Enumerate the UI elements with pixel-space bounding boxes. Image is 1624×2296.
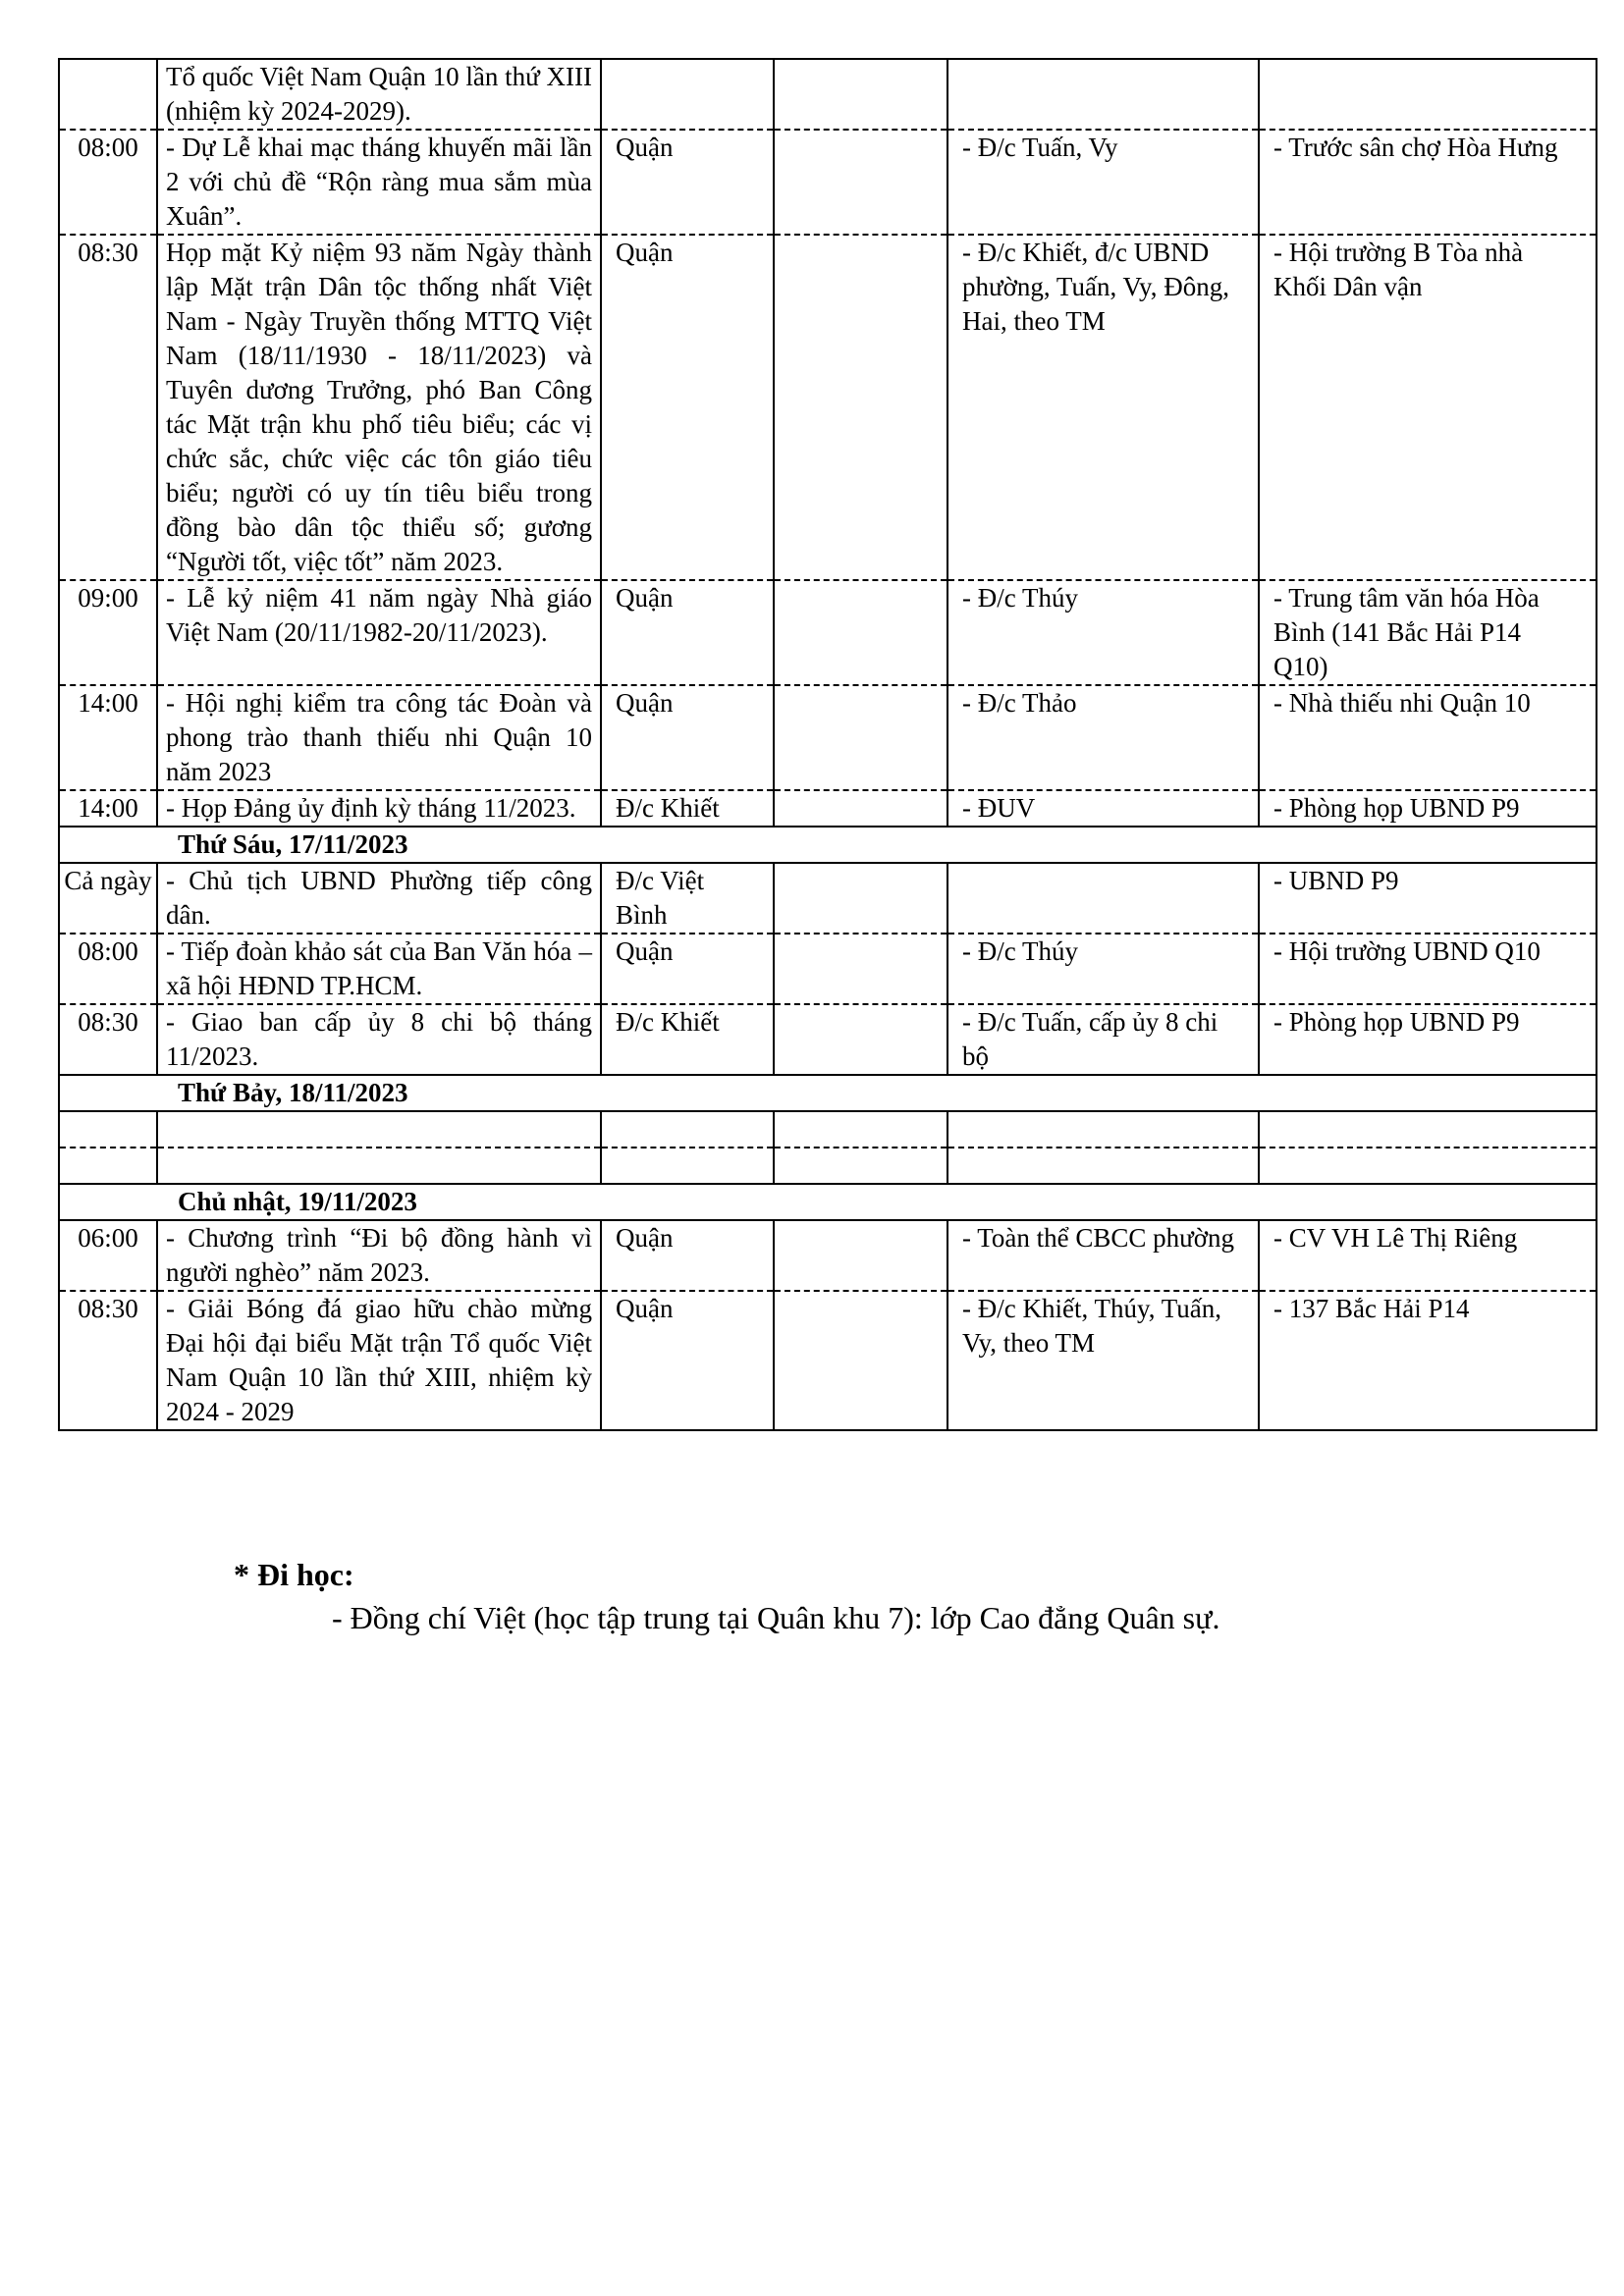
prep-cell <box>774 934 947 1004</box>
empty-cell <box>1259 1111 1597 1148</box>
table-row <box>59 1220 1597 1291</box>
study-note-title: * Đi học: <box>234 1557 354 1592</box>
prep-cell <box>774 130 947 235</box>
attendees-cell: - Đ/c Thúy <box>947 934 1259 1004</box>
empty-cell <box>59 1148 157 1184</box>
time-cell: 08:30 <box>59 1291 157 1430</box>
study-note-item: - Đồng chí Việt (học tập trung tại Quân khu 7): lớp Cao đẳng Quân sự. <box>332 1600 1220 1635</box>
content-cell: - Giao ban cấp ủy 8 chi bộ tháng 11/2023. <box>157 1004 601 1075</box>
day-header: Chủ nhật, 19/11/2023 <box>59 1184 1597 1220</box>
attendees-cell: - Đ/c Thảo <box>947 685 1259 790</box>
attendees-cell: - Đ/c Thúy <box>947 580 1259 685</box>
prep-cell <box>774 580 947 685</box>
empty-cell <box>59 1111 157 1148</box>
empty-cell <box>1259 1148 1597 1184</box>
empty-cell <box>774 1148 947 1184</box>
day-header-row <box>59 1184 1597 1220</box>
location-cell: - Trước sân chợ Hòa Hưng <box>1259 130 1597 235</box>
attendees-cell: - Đ/c Khiết, đ/c UBND phường, Tuấn, Vy, Đông, Hai, theo TM <box>947 235 1259 580</box>
time-cell <box>59 59 157 130</box>
prep-cell <box>774 1220 947 1291</box>
attendees-cell: - Toàn thể CBCC phường <box>947 1220 1259 1291</box>
host-cell: Đ/c Khiết <box>601 1004 774 1075</box>
prep-cell <box>774 790 947 827</box>
prep-cell <box>774 235 947 580</box>
time-cell: 08:30 <box>59 1004 157 1075</box>
prep-cell <box>774 1004 947 1075</box>
day-header: Thứ Bảy, 18/11/2023 <box>59 1075 1597 1111</box>
empty-cell <box>601 1111 774 1148</box>
location-cell: - CV VH Lê Thị Riêng <box>1259 1220 1597 1291</box>
host-cell <box>601 59 774 130</box>
time-cell: 09:00 <box>59 580 157 685</box>
location-cell: - Trung tâm văn hóa Hòa Bình (141 Bắc Hải P14 Q10) <box>1259 580 1597 685</box>
host-cell: Quận <box>601 1220 774 1291</box>
table-row <box>59 863 1597 934</box>
host-cell: Đ/c Khiết <box>601 790 774 827</box>
empty-cell <box>157 1148 601 1184</box>
table-row <box>59 790 1597 827</box>
empty-cell <box>947 1148 1259 1184</box>
table-row <box>59 580 1597 685</box>
location-cell: - Hội trường B Tòa nhà Khối Dân vận <box>1259 235 1597 580</box>
content-cell: - Họp Đảng ủy định kỳ tháng 11/2023. <box>157 790 601 827</box>
attendees-cell: - Đ/c Tuấn, cấp ủy 8 chi bộ <box>947 1004 1259 1075</box>
time-cell: 08:30 <box>59 235 157 580</box>
host-cell: Quận <box>601 1291 774 1430</box>
content-cell: - Chương trình “Đi bộ đồng hành vì người nghèo” năm 2023. <box>157 1220 601 1291</box>
attendees-cell: - ĐUV <box>947 790 1259 827</box>
content-cell: - Lễ kỷ niệm 41 năm ngày Nhà giáo Việt Nam (20/11/1982-20/11/2023). <box>157 580 601 685</box>
attendees-cell <box>947 863 1259 934</box>
location-cell: - 137 Bắc Hải P14 <box>1259 1291 1597 1430</box>
empty-cell <box>601 1148 774 1184</box>
prep-cell <box>774 59 947 130</box>
table-row <box>59 934 1597 1004</box>
host-cell: Quận <box>601 934 774 1004</box>
empty-row <box>59 1148 1597 1184</box>
table-row <box>59 1004 1597 1075</box>
time-cell: Cả ngày <box>59 863 157 934</box>
content-cell: - Tiếp đoàn khảo sát của Ban Văn hóa – xã hội HĐND TP.HCM. <box>157 934 601 1004</box>
content-cell: Họp mặt Kỷ niệm 93 năm Ngày thành lập Mặt trận Dân tộc thống nhất Việt Nam - Ngày Truyền thống MTTQ Việt Nam (18/11/1930 - 18/11/2023) và Tuyên dương Trưởng, phó Ban Công tác Mặt trận khu phố tiêu biểu; các vị chức sắc, chức việc các tôn giáo tiêu biểu; người có uy tín tiêu biểu trong đồng bào dân tộc thiểu số; gương “Người tốt, việc tốt” năm 2023. <box>157 235 601 580</box>
content-cell: - Giải Bóng đá giao hữu chào mừng Đại hội đại biểu Mặt trận Tổ quốc Việt Nam Quận 10 lần thứ XIII, nhiệm kỳ 2024 - 2029 <box>157 1291 601 1430</box>
location-cell <box>1259 59 1597 130</box>
host-cell: Quận <box>601 685 774 790</box>
schedule-table <box>58 58 1597 1431</box>
empty-cell <box>157 1111 601 1148</box>
location-cell: - Hội trường UBND Q10 <box>1259 934 1597 1004</box>
host-cell: Quận <box>601 130 774 235</box>
table-row <box>59 59 1597 130</box>
empty-row <box>59 1111 1597 1148</box>
host-cell: Đ/c Việt Bình <box>601 863 774 934</box>
prep-cell <box>774 685 947 790</box>
prep-cell <box>774 863 947 934</box>
empty-cell <box>947 1111 1259 1148</box>
content-cell: Tổ quốc Việt Nam Quận 10 lần thứ XIII (nhiệm kỳ 2024-2029). <box>157 59 601 130</box>
day-header-row <box>59 1075 1597 1111</box>
content-cell: - Hội nghị kiểm tra công tác Đoàn và phong trào thanh thiếu nhi Quận 10 năm 2023 <box>157 685 601 790</box>
location-cell: - UBND P9 <box>1259 863 1597 934</box>
attendees-cell <box>947 59 1259 130</box>
attendees-cell: - Đ/c Tuấn, Vy <box>947 130 1259 235</box>
table-row <box>59 1291 1597 1430</box>
table-row <box>59 685 1597 790</box>
empty-cell <box>774 1111 947 1148</box>
time-cell: 08:00 <box>59 130 157 235</box>
time-cell: 08:00 <box>59 934 157 1004</box>
host-cell: Quận <box>601 580 774 685</box>
day-header-row <box>59 827 1597 863</box>
time-cell: 14:00 <box>59 685 157 790</box>
attendees-cell: - Đ/c Khiết, Thúy, Tuấn, Vy, theo TM <box>947 1291 1259 1430</box>
prep-cell <box>774 1291 947 1430</box>
content-cell: - Chủ tịch UBND Phường tiếp công dân. <box>157 863 601 934</box>
host-cell: Quận <box>601 235 774 580</box>
day-header: Thứ Sáu, 17/11/2023 <box>59 827 1597 863</box>
table-row <box>59 130 1597 235</box>
location-cell: - Phòng họp UBND P9 <box>1259 790 1597 827</box>
table-row <box>59 235 1597 580</box>
location-cell: - Nhà thiếu nhi Quận 10 <box>1259 685 1597 790</box>
content-cell: - Dự Lễ khai mạc tháng khuyến mãi lần 2 với chủ đề “Rộn ràng mua sắm mùa Xuân”. <box>157 130 601 235</box>
location-cell: - Phòng họp UBND P9 <box>1259 1004 1597 1075</box>
time-cell: 06:00 <box>59 1220 157 1291</box>
time-cell: 14:00 <box>59 790 157 827</box>
